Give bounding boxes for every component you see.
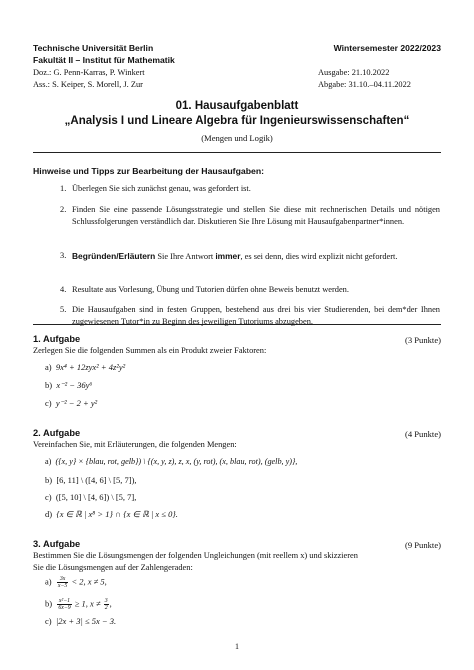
item-label: c): [45, 398, 52, 408]
task-2-heading: 2. Aufgabe: [33, 428, 81, 438]
task-3-intro-line1: Bestimmen Sie die Lösungsmengen der folgenden Ungleichungen (mit reellem x) und skizzieren: [33, 551, 358, 560]
item-label: a): [45, 576, 52, 587]
item-label: c): [45, 616, 52, 626]
item-expression: x⁻² − 36y⁶: [56, 380, 93, 390]
task-2-points: (4 Punkte): [404, 429, 441, 439]
tip-item: [60, 204, 440, 244]
task-2-intro: Vereinfachen Sie, mit Erläuterungen, die folgenden Mengen:: [33, 440, 237, 449]
tip-item: [60, 304, 440, 332]
item-label: a): [45, 362, 52, 372]
task-2a: [45, 457, 297, 466]
page-number: 1: [235, 642, 239, 651]
tip-bold-justify: Begründen/Erläutern: [72, 251, 156, 261]
top-rule: [33, 152, 441, 153]
item-label: c): [45, 492, 52, 502]
tips-rule: [33, 324, 441, 325]
task-1-intro: Zerlegen Sie die folgenden Summen als ein Produkt zweier Faktoren:: [33, 346, 267, 355]
item-expression: < 2, x ≠ 5,: [71, 576, 107, 587]
tip-item: [60, 284, 440, 298]
semester: Wintersemester 2022/2023: [333, 43, 441, 53]
fraction-numerator: 3x: [57, 576, 68, 583]
task-1-points: (3 Punkte): [404, 335, 441, 345]
task-2c: [45, 492, 136, 502]
item-expression: 9x⁴ + 12zyx² + 4z²y²: [55, 362, 126, 372]
sheet-title: 01. Hausaufgabenblatt: [175, 100, 299, 112]
fraction-numerator: 3: [104, 598, 108, 604]
tip-number: 1.: [60, 184, 67, 193]
tip-text: , es sei denn, dies wird explizit nicht gefordert.: [240, 252, 398, 261]
fraction-numerator: x²−1: [58, 598, 71, 604]
assistants: Ass.: S. Keiper, S. Morell, J. Zur: [33, 80, 143, 89]
tip-text: Sie Ihre Antwort: [155, 252, 216, 261]
task-3a: [45, 576, 107, 589]
item-expression: [6, 11] \ ([4, 6] \ [5, 7]),: [56, 475, 137, 485]
tip-bold-always: immer: [215, 251, 241, 261]
item-expression: ({x, y} × {blau, rot, gelb}) \ {(x, y, z), z, x, (y, rot), (x, blau, rot), (gelb, y)},: [55, 457, 298, 466]
task-3c: [45, 616, 116, 626]
tip-text: Überlegen Sie sich zunächst genau, was gefordert ist.: [72, 184, 251, 193]
task-3-intro-line2: Sie die Lösungsmengen auf der Zahlengeraden:: [33, 563, 193, 572]
due-date: Abgabe: 31.10.–04.11.2022: [318, 80, 411, 89]
item-label: b): [45, 380, 53, 390]
item-expression: ([5, 10] \ [4, 6]) \ [5, 7],: [55, 492, 137, 502]
task-1-heading: 1. Aufgabe: [33, 334, 81, 344]
fraction: [104, 598, 109, 611]
item-expression: ≥ 1, x ≠: [74, 598, 101, 609]
course-title: „Analysis I und Lineare Algebra für Ingenieurswissenschaften“: [64, 115, 410, 127]
tip-number: 5.: [60, 305, 67, 314]
task-3-heading: 3. Aufgabe: [33, 539, 81, 549]
task-3-points: (9 Punkte): [404, 540, 441, 550]
tip-item: [60, 250, 440, 278]
item-label: b): [45, 475, 53, 485]
university-name: Technische Universität Berlin: [33, 43, 154, 53]
tip-number: 2.: [60, 205, 67, 214]
tip-number: 4.: [60, 285, 67, 294]
task-2b: [45, 475, 137, 485]
fraction: [57, 576, 68, 589]
issue-date: Ausgabe: 21.10.2022: [318, 68, 390, 77]
fraction-denominator: x−5: [57, 583, 68, 589]
item-expression: y⁻² − 2 + y²: [55, 398, 98, 408]
fraction: [57, 598, 71, 611]
task-2d: [45, 509, 178, 520]
tip-text: Finden Sie eine passende Lösungsstrategie und stellen Sie diese mit rechnerischen Details und nötigen Schlussfolgerungen verständlich dar. Diskutieren Sie Ihre Lösung mit Hausaufgabenpartner*innen.: [72, 205, 440, 227]
sheet-subtitle: (Mengen und Logik): [201, 133, 273, 143]
tip-number: 3.: [60, 251, 67, 260]
item-expression: ,: [109, 598, 112, 609]
item-expression: {x ∈ ℝ | x⁸ > 1} ∩ {x ∈ ℝ | x ≤ 0}.: [56, 509, 178, 519]
fraction-denominator: 2: [104, 605, 108, 611]
tips-heading: Hinweise und Tipps zur Bearbeitung der Hausaufgaben:: [33, 166, 265, 176]
lecturers: Doz.: G. Penn-Karras, P. Winkert: [33, 68, 145, 77]
tip-item: [60, 183, 440, 197]
fraction-denominator: 6x−9: [58, 605, 71, 611]
item-expression: |2x + 3| ≤ 5x − 3.: [55, 616, 117, 626]
item-label: d): [45, 509, 53, 519]
task-3b: [45, 598, 112, 611]
item-label: a): [45, 457, 52, 466]
tip-text: Resultate aus Vorlesung, Übung und Tutorien dürfen ohne Beweis benutzt werden.: [72, 285, 349, 294]
task-1a: [45, 362, 125, 372]
tip-text: Die Hausaufgaben sind in festen Gruppen, bestehend aus drei bis vier Studierenden, bei dem*der Ihnen zugewiesenen Tutor*in zu Beginn des jeweiligen Tutoriums abzugeben.: [72, 305, 440, 327]
faculty-name: Fakultät II – Institut für Mathematik: [33, 55, 175, 65]
task-1b: [45, 380, 92, 391]
task-1c: [45, 398, 97, 409]
item-label: b): [45, 598, 53, 609]
